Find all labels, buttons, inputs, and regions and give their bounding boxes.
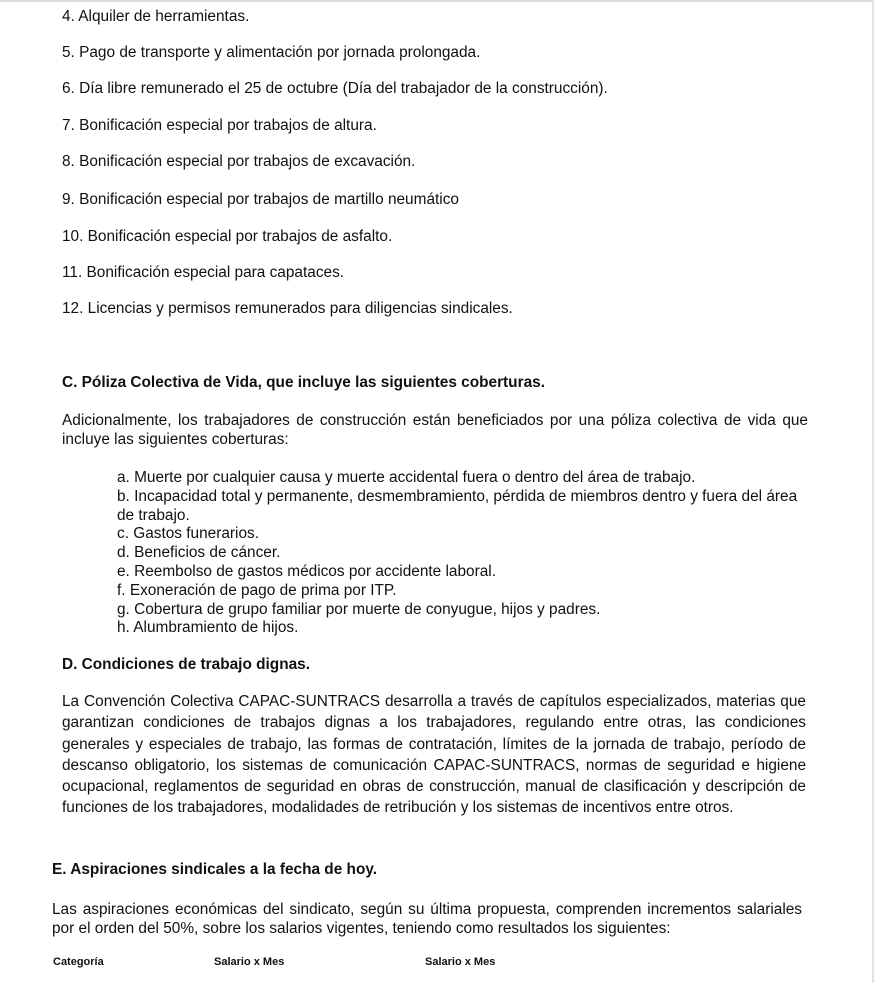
page-top-border (0, 0, 874, 2)
section-d-heading: D. Condiciones de trabajo dignas. (62, 656, 310, 673)
list-item: 12. Licencias y permisos remunerados para diligencias sindicales. (62, 300, 513, 317)
section-c-intro: Adicionalmente, los trabajadores de construcción están beneficiados por una póliza colectiva de vida que incluye las siguientes coberturas: (62, 412, 808, 448)
coverage-item: f. Exoneración de pago de prima por ITP. (117, 581, 397, 599)
coverage-item: h. Alumbramiento de hijos. (117, 619, 299, 637)
section-c-heading: C. Póliza Colectiva de Vida, que incluye las siguientes coberturas. (62, 374, 545, 391)
list-item: 4. Alquiler de herramientas. (62, 8, 250, 25)
section-e-body: Las aspiraciones económicas del sindicato, según su última propuesta, comprenden incrementos salariales por el orden del 50%, sobre los salarios vigentes, teniendo como resultados los siguientes: (52, 901, 802, 937)
list-item: 9. Bonificación especial por trabajos de martillo neumático (62, 191, 459, 208)
table-header-salary-current: Salario x Mes (214, 956, 285, 968)
list-item: 7. Bonificación especial por trabajos de altura. (62, 117, 377, 134)
list-item: 8. Bonificación especial por trabajos de excavación. (62, 153, 416, 170)
list-item: 10. Bonificación especial por trabajos de asfalto. (62, 228, 393, 245)
section-e-heading: E. Aspiraciones sindicales a la fecha de hoy. (52, 861, 378, 878)
coverage-item: b. Incapacidad total y permanente, desmembramiento, pérdida de miembros dentro y fuera del área de trabajo. (117, 487, 798, 524)
table-header-category: Categoría (53, 956, 104, 968)
table-header-salary-proposed: Salario x Mes (425, 956, 496, 968)
coverage-item: a. Muerte por cualquier causa y muerte accidental fuera o dentro del área de trabajo. (117, 469, 696, 486)
coverage-item: d. Beneficios de cáncer. (117, 544, 281, 562)
coverage-list (117, 469, 812, 638)
list-item: 11. Bonificación especial para capataces. (62, 264, 345, 281)
coverage-item: e. Reembolso de gastos médicos por accidente laboral. (117, 562, 496, 580)
list-item: 5. Pago de transporte y alimentación por jornada prolongada. (62, 44, 481, 61)
coverage-item: g. Cobertura de grupo familiar por muerte de conyugue, hijos y padres. (117, 600, 601, 618)
section-d-body: La Convención Colectiva CAPAC-SUNTRACS desarrolla a través de capítulos especializados, materias que garantizan condiciones de trabajos dignas a los trabajadores, regulando entre otras, las condiciones generales y especiales de trabajo, las formas de contratación, límites de la jornada de trabajo, período de descanso obligatorio, los sistemas de comunicación CAPAC-SUNTRACS, normas de seguridad e higiene ocupacional, reglamentos de seguridad en obras de construcción, manual de clasificación y descripción de funciones de los trabajadores, modalidades de retribución y los sistemas de incentivos entre otros. (62, 693, 806, 817)
list-item: 6. Día libre remunerado el 25 de octubre (Día del trabajador de la construcción). (62, 80, 608, 97)
coverage-item: c. Gastos funerarios. (117, 525, 259, 543)
